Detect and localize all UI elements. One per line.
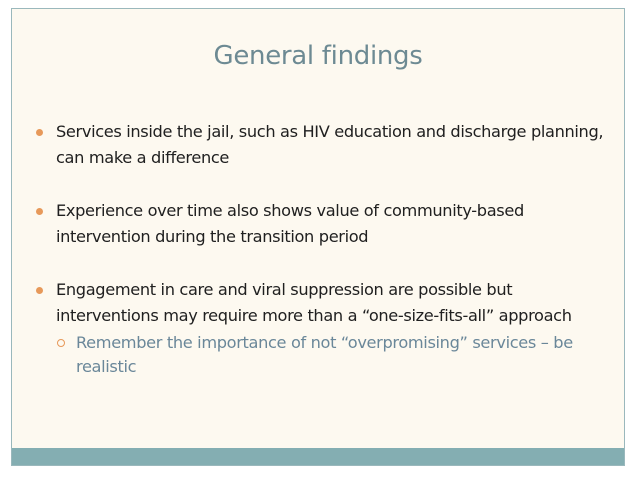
- bullet-text: Engagement in care and viral suppression are possible but interventions may require more than a “one-size-fits-all” approach: [56, 280, 572, 325]
- bullet-list: [26, 119, 606, 379]
- slide-title: General findings: [213, 41, 423, 71]
- sub-bullet-item: [56, 331, 606, 379]
- bullet-item: [26, 198, 606, 250]
- slide: [11, 8, 625, 466]
- sub-bullet-ring-icon: [57, 339, 65, 347]
- bullet-text: Services inside the jail, such as HIV education and discharge planning, can make a difference: [56, 122, 604, 167]
- bullet-text: Experience over time also shows value of community-based intervention during the transition period: [56, 201, 524, 246]
- bullet-item: [26, 277, 606, 379]
- bullet-dot-icon: [36, 129, 43, 136]
- footer-bar: [12, 448, 624, 465]
- sub-bullet-text: Remember the importance of not “overpromising” services – be realistic: [76, 333, 573, 376]
- bullet-dot-icon: [36, 287, 43, 294]
- bullet-item: [26, 119, 606, 171]
- bullet-dot-icon: [36, 208, 43, 215]
